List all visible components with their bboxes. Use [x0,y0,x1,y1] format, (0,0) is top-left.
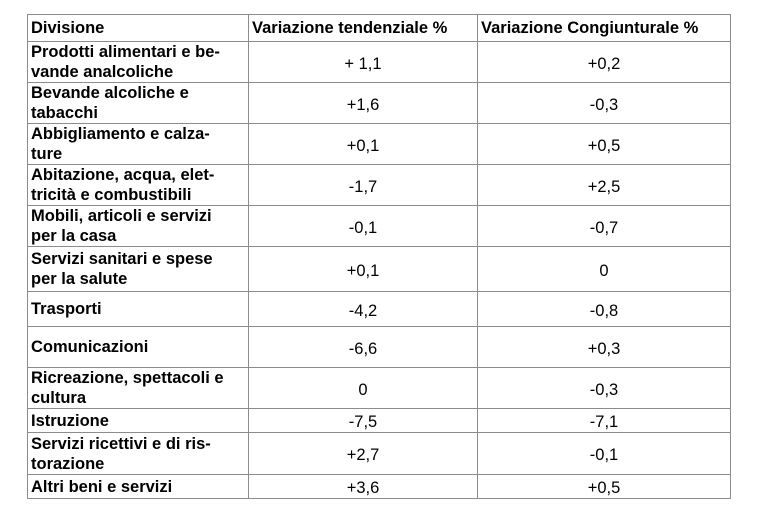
tendenziale-cell: 0 [249,368,478,409]
table-row [28,247,731,292]
congiunturale-cell: -0,3 [478,83,731,124]
tendenziale-cell: +2,7 [249,433,478,475]
table-row [28,124,731,165]
tendenziale-cell: +0,1 [249,124,478,165]
congiunturale-cell: +2,5 [478,165,731,206]
congiunturale-cell: +0,3 [478,327,731,368]
table-row [28,475,731,499]
division-cell: Altri beni e servizi [28,475,249,499]
division-cell: Trasporti [28,292,249,327]
table-row [28,42,731,83]
table-row [28,83,731,124]
header-variazione-congiunturale: Variazione Congiunturale % [478,15,731,42]
tendenziale-cell: -1,7 [249,165,478,206]
division-cell: Bevande alcoliche e tabacchi [28,83,249,124]
table-row [28,292,731,327]
tendenziale-cell: +1,6 [249,83,478,124]
division-cell: Prodotti alimentari e be- vande analcoliche [28,42,249,83]
table-row [28,409,731,433]
header-variazione-tendenziale: Variazione tendenziale % [249,15,478,42]
division-cell: Abbigliamento e calza- ture [28,124,249,165]
congiunturale-cell: -7,1 [478,409,731,433]
congiunturale-cell: +0,5 [478,475,731,499]
division-cell: Comunicazioni [28,327,249,368]
table-row [28,368,731,409]
tendenziale-cell: +3,6 [249,475,478,499]
division-cell: Mobili, articoli e servizi per la casa [28,206,249,247]
table-row [28,206,731,247]
table-row [28,327,731,368]
tendenziale-cell: -0,1 [249,206,478,247]
division-cell: Servizi ricettivi e di ris- torazione [28,433,249,475]
congiunturale-cell: 0 [478,247,731,292]
congiunturale-cell: +0,2 [478,42,731,83]
congiunturale-cell: -0,3 [478,368,731,409]
inflation-table [27,14,731,499]
tendenziale-cell: -4,2 [249,292,478,327]
division-cell: Servizi sanitari e spese per la salute [28,247,249,292]
table-row [28,165,731,206]
tendenziale-cell: +0,1 [249,247,478,292]
division-cell: Ricreazione, spettacoli e cultura [28,368,249,409]
congiunturale-cell: -0,7 [478,206,731,247]
tendenziale-cell: -7,5 [249,409,478,433]
header-row [28,15,731,42]
congiunturale-cell: -0,8 [478,292,731,327]
division-cell: Abitazione, acqua, elet- tricità e combustibili [28,165,249,206]
header-divisione: Divisione [28,15,249,42]
tendenziale-cell: -6,6 [249,327,478,368]
table-row [28,433,731,475]
division-cell: Istruzione [28,409,249,433]
tendenziale-cell: + 1,1 [249,42,478,83]
congiunturale-cell: +0,5 [478,124,731,165]
congiunturale-cell: -0,1 [478,433,731,475]
